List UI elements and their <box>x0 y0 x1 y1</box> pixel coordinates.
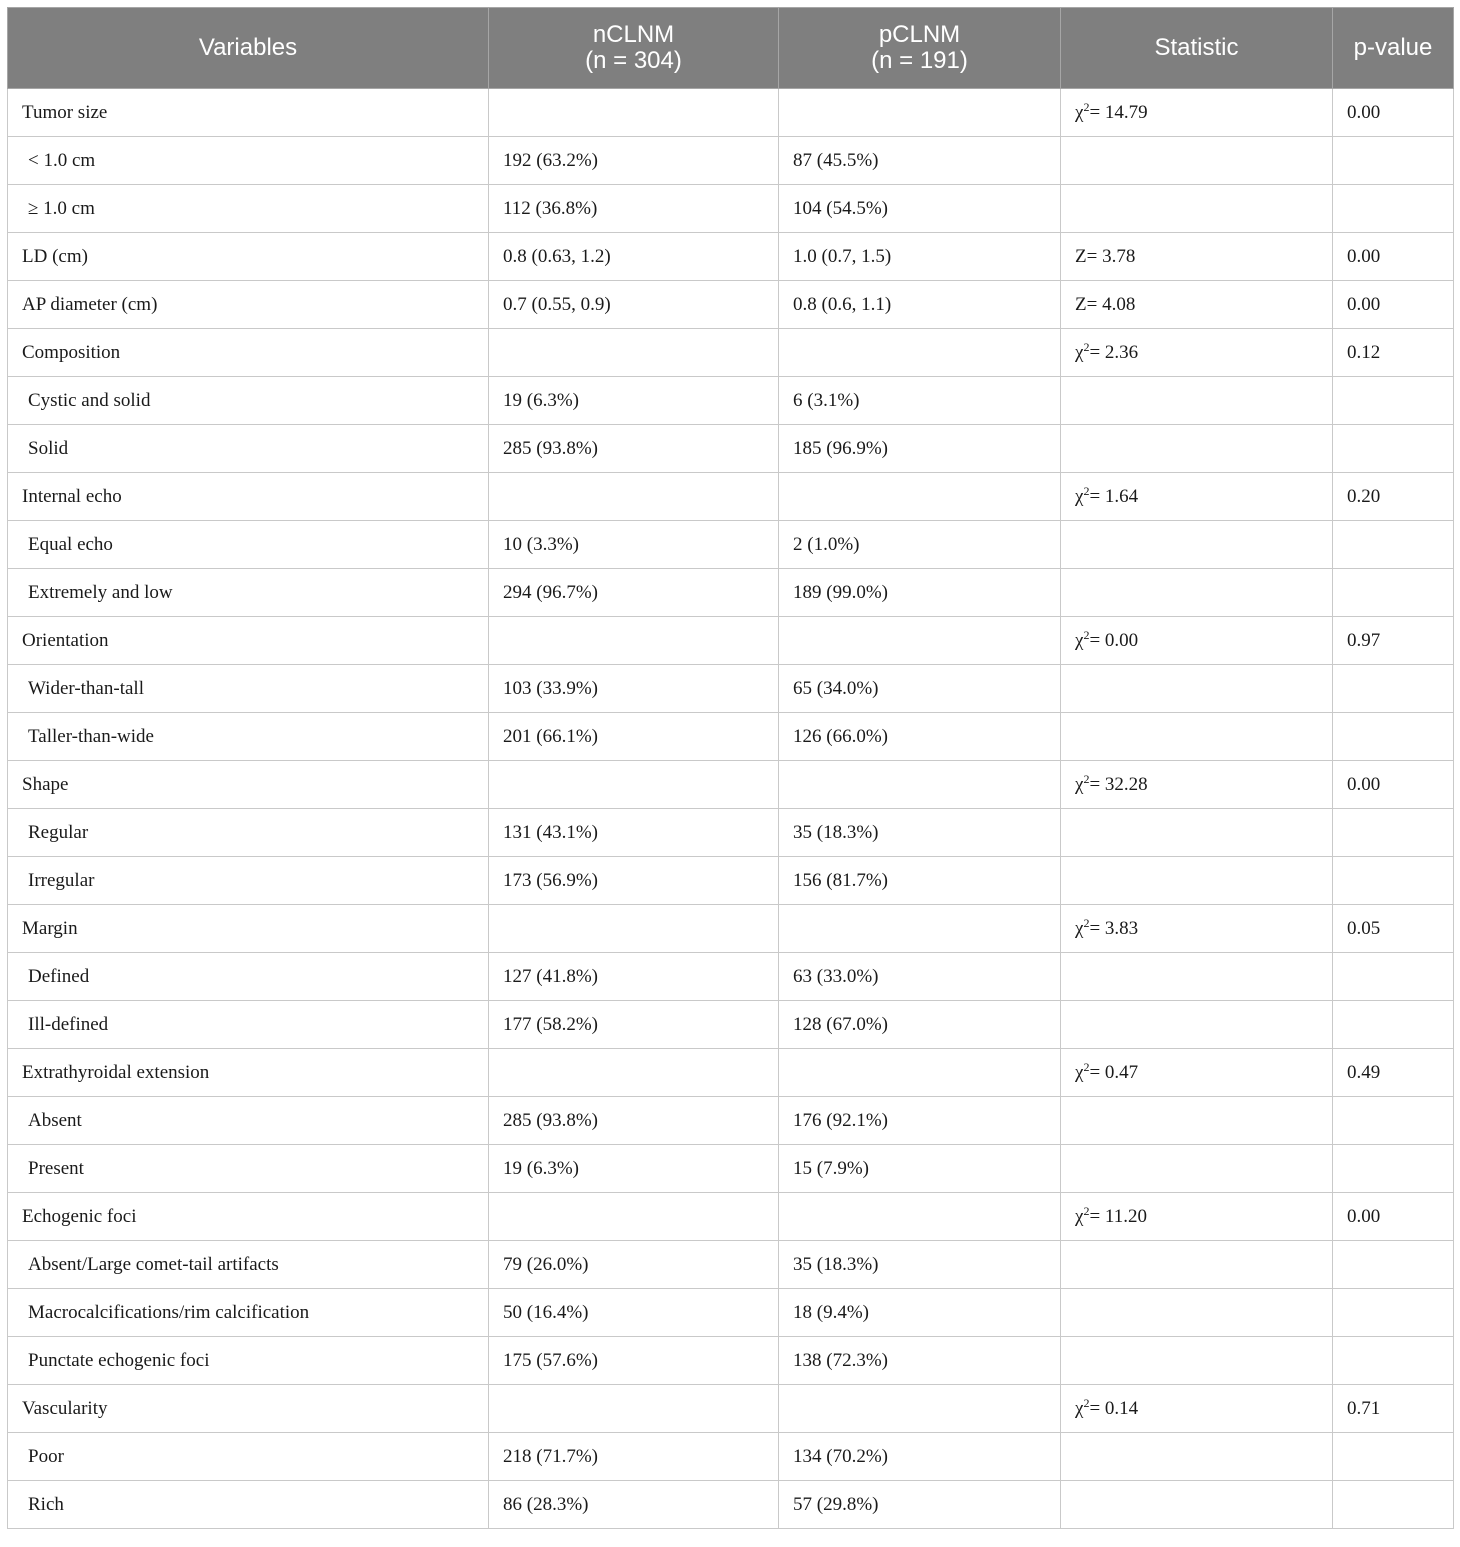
header-pvalue-label: p-value <box>1353 34 1433 61</box>
header-pvalue <box>1333 8 1454 89</box>
pclnm-cell: 138 (72.3%) <box>779 1337 1061 1385</box>
pvalue-cell <box>1333 857 1454 905</box>
pvalue-cell <box>1333 425 1454 473</box>
pclnm-cell: 15 (7.9%) <box>779 1145 1061 1193</box>
pvalue-cell <box>1333 1433 1454 1481</box>
variable-cell: Composition <box>8 329 489 377</box>
statistic-cell: $\chi^2= 3.83$ <box>1061 905 1333 953</box>
statistic-cell: $\chi^2= 32.28$ <box>1061 761 1333 809</box>
pclnm-cell: 156 (81.7%) <box>779 857 1061 905</box>
statistic-cell: $\chi^2= 0.14$ <box>1061 1385 1333 1433</box>
pvalue-cell <box>1333 1001 1454 1049</box>
pclnm-cell <box>779 1193 1061 1241</box>
table-row <box>8 473 1454 521</box>
pclnm-cell <box>779 617 1061 665</box>
statistic-cell: $\chi^2= 1.64$ <box>1061 473 1333 521</box>
table-body <box>8 89 1454 1529</box>
variable-cell: Regular <box>8 809 489 857</box>
nclnm-cell <box>489 905 779 953</box>
table-row <box>8 905 1454 953</box>
variable-cell: Absent/Large comet-tail artifacts <box>8 1241 489 1289</box>
pclnm-cell: 0.8 (0.6, 1.1) <box>779 281 1061 329</box>
table-row <box>8 1145 1454 1193</box>
nclnm-cell: 112 (36.8%) <box>489 185 779 233</box>
variable-cell: Absent <box>8 1097 489 1145</box>
nclnm-cell: 10 (3.3%) <box>489 521 779 569</box>
statistic-cell <box>1061 569 1333 617</box>
statistic-cell <box>1061 1145 1333 1193</box>
statistic-cell <box>1061 1289 1333 1337</box>
variable-cell: Vascularity <box>8 1385 489 1433</box>
pclnm-cell: 104 (54.5%) <box>779 185 1061 233</box>
statistic-cell <box>1061 425 1333 473</box>
nclnm-cell: 50 (16.4%) <box>489 1289 779 1337</box>
nclnm-cell <box>489 473 779 521</box>
table-row <box>8 281 1454 329</box>
variable-cell: Poor <box>8 1433 489 1481</box>
table-row <box>8 1097 1454 1145</box>
nclnm-cell: 19 (6.3%) <box>489 1145 779 1193</box>
nclnm-cell <box>489 89 779 137</box>
statistic-cell: Z= 3.78 <box>1061 233 1333 281</box>
statistic-cell: $\chi^2= 14.79$ <box>1061 89 1333 137</box>
header-nclnm <box>489 8 779 89</box>
nclnm-cell: 201 (66.1%) <box>489 713 779 761</box>
table-row <box>8 857 1454 905</box>
pclnm-cell <box>779 329 1061 377</box>
nclnm-cell: 285 (93.8%) <box>489 1097 779 1145</box>
statistic-cell: $\chi^2= 11.20$ <box>1061 1193 1333 1241</box>
pclnm-cell: 6 (3.1%) <box>779 377 1061 425</box>
statistic-cell <box>1061 1433 1333 1481</box>
variable-cell: Shape <box>8 761 489 809</box>
nclnm-cell <box>489 1049 779 1097</box>
variable-cell: Present <box>8 1145 489 1193</box>
pvalue-cell: 0.00 <box>1333 89 1454 137</box>
table-row <box>8 1481 1454 1529</box>
table-row <box>8 1289 1454 1337</box>
pvalue-cell: 0.49 <box>1333 1049 1454 1097</box>
statistic-cell: $\chi^2= 2.36$ <box>1061 329 1333 377</box>
variable-cell: Internal echo <box>8 473 489 521</box>
pclnm-cell: 189 (99.0%) <box>779 569 1061 617</box>
header-statistic-label: Statistic <box>1154 34 1239 61</box>
pclnm-cell: 185 (96.9%) <box>779 425 1061 473</box>
nclnm-cell: 0.8 (0.63, 1.2) <box>489 233 779 281</box>
pclnm-cell: 1.0 (0.7, 1.5) <box>779 233 1061 281</box>
table-row <box>8 1001 1454 1049</box>
nclnm-cell: 294 (96.7%) <box>489 569 779 617</box>
pclnm-cell: 35 (18.3%) <box>779 1241 1061 1289</box>
table-row <box>8 761 1454 809</box>
table-row <box>8 809 1454 857</box>
pclnm-cell: 2 (1.0%) <box>779 521 1061 569</box>
table-header <box>8 8 1454 89</box>
statistics-table <box>7 7 1454 1529</box>
pclnm-cell: 63 (33.0%) <box>779 953 1061 1001</box>
header-statistic <box>1061 8 1333 89</box>
pvalue-cell: 0.00 <box>1333 761 1454 809</box>
pvalue-cell: 0.00 <box>1333 281 1454 329</box>
nclnm-cell <box>489 1385 779 1433</box>
pvalue-cell: 0.05 <box>1333 905 1454 953</box>
pclnm-cell: 134 (70.2%) <box>779 1433 1061 1481</box>
pclnm-cell: 35 (18.3%) <box>779 809 1061 857</box>
variable-cell: Orientation <box>8 617 489 665</box>
pclnm-cell: 87 (45.5%) <box>779 137 1061 185</box>
statistic-cell <box>1061 1337 1333 1385</box>
statistic-cell: $\chi^2= 0.00$ <box>1061 617 1333 665</box>
pvalue-cell <box>1333 953 1454 1001</box>
variable-cell: ≥ 1.0 cm <box>8 185 489 233</box>
pvalue-cell: 0.00 <box>1333 233 1454 281</box>
variable-cell: Taller-than-wide <box>8 713 489 761</box>
table-row <box>8 329 1454 377</box>
table-row <box>8 1433 1454 1481</box>
header-nclnm-count: (n = 304) <box>585 47 682 74</box>
variable-cell: Equal echo <box>8 521 489 569</box>
statistic-cell <box>1061 953 1333 1001</box>
statistic-cell <box>1061 665 1333 713</box>
statistic-cell <box>1061 1097 1333 1145</box>
variable-cell: Ill-defined <box>8 1001 489 1049</box>
table-row <box>8 617 1454 665</box>
pvalue-cell <box>1333 185 1454 233</box>
pvalue-cell: 0.71 <box>1333 1385 1454 1433</box>
table-row <box>8 377 1454 425</box>
table-row <box>8 1337 1454 1385</box>
variable-cell: Echogenic foci <box>8 1193 489 1241</box>
nclnm-cell: 79 (26.0%) <box>489 1241 779 1289</box>
pvalue-cell <box>1333 809 1454 857</box>
table-row <box>8 1385 1454 1433</box>
variable-cell: Wider-than-tall <box>8 665 489 713</box>
table-row <box>8 233 1454 281</box>
nclnm-cell: 218 (71.7%) <box>489 1433 779 1481</box>
nclnm-cell: 19 (6.3%) <box>489 377 779 425</box>
variable-cell: Macrocalcifications/rim calcification <box>8 1289 489 1337</box>
pclnm-cell <box>779 761 1061 809</box>
pvalue-cell <box>1333 1241 1454 1289</box>
table-row <box>8 185 1454 233</box>
statistic-cell: $\chi^2= 0.47$ <box>1061 1049 1333 1097</box>
pclnm-cell <box>779 905 1061 953</box>
table-row <box>8 1049 1454 1097</box>
statistic-cell: Z= 4.08 <box>1061 281 1333 329</box>
variable-cell: Extrathyroidal extension <box>8 1049 489 1097</box>
nclnm-cell: 173 (56.9%) <box>489 857 779 905</box>
nclnm-cell <box>489 329 779 377</box>
statistic-cell <box>1061 137 1333 185</box>
pclnm-cell: 126 (66.0%) <box>779 713 1061 761</box>
pclnm-cell: 57 (29.8%) <box>779 1481 1061 1529</box>
variable-cell: Cystic and solid <box>8 377 489 425</box>
nclnm-cell: 0.7 (0.55, 0.9) <box>489 281 779 329</box>
table-row <box>8 1193 1454 1241</box>
statistic-cell <box>1061 185 1333 233</box>
table-row <box>8 569 1454 617</box>
pvalue-cell <box>1333 1289 1454 1337</box>
pclnm-cell: 18 (9.4%) <box>779 1289 1061 1337</box>
variable-cell: Defined <box>8 953 489 1001</box>
table-row <box>8 89 1454 137</box>
nclnm-cell: 192 (63.2%) <box>489 137 779 185</box>
variable-cell: < 1.0 cm <box>8 137 489 185</box>
variable-cell: Solid <box>8 425 489 473</box>
variable-cell: Punctate echogenic foci <box>8 1337 489 1385</box>
header-pclnm-label: pCLNM <box>878 21 961 48</box>
header-nclnm-label: nCLNM <box>592 21 675 48</box>
header-variables-label: Variables <box>198 34 298 61</box>
nclnm-cell: 103 (33.9%) <box>489 665 779 713</box>
pclnm-cell: 128 (67.0%) <box>779 1001 1061 1049</box>
pvalue-cell <box>1333 137 1454 185</box>
pclnm-cell <box>779 1049 1061 1097</box>
nclnm-cell <box>489 617 779 665</box>
variable-cell: Margin <box>8 905 489 953</box>
variable-cell: Extremely and low <box>8 569 489 617</box>
table-row <box>8 953 1454 1001</box>
statistic-cell <box>1061 809 1333 857</box>
nclnm-cell: 175 (57.6%) <box>489 1337 779 1385</box>
pvalue-cell <box>1333 1481 1454 1529</box>
table-row <box>8 521 1454 569</box>
statistic-cell <box>1061 857 1333 905</box>
pvalue-cell <box>1333 665 1454 713</box>
pvalue-cell: 0.20 <box>1333 473 1454 521</box>
pvalue-cell: 0.97 <box>1333 617 1454 665</box>
nclnm-cell <box>489 1193 779 1241</box>
header-variables <box>8 8 489 89</box>
nclnm-cell: 131 (43.1%) <box>489 809 779 857</box>
pvalue-cell <box>1333 1097 1454 1145</box>
nclnm-cell: 285 (93.8%) <box>489 425 779 473</box>
statistic-cell <box>1061 377 1333 425</box>
nclnm-cell: 86 (28.3%) <box>489 1481 779 1529</box>
pvalue-cell <box>1333 1337 1454 1385</box>
pvalue-cell: 0.12 <box>1333 329 1454 377</box>
pvalue-cell <box>1333 1145 1454 1193</box>
pvalue-cell <box>1333 569 1454 617</box>
pvalue-cell <box>1333 377 1454 425</box>
variable-cell: AP diameter (cm) <box>8 281 489 329</box>
pclnm-cell <box>779 473 1061 521</box>
statistic-cell <box>1061 1481 1333 1529</box>
pvalue-cell <box>1333 521 1454 569</box>
variable-cell: Rich <box>8 1481 489 1529</box>
pclnm-cell: 176 (92.1%) <box>779 1097 1061 1145</box>
pclnm-cell <box>779 1385 1061 1433</box>
pvalue-cell <box>1333 713 1454 761</box>
pvalue-cell: 0.00 <box>1333 1193 1454 1241</box>
statistic-cell <box>1061 1241 1333 1289</box>
table-row <box>8 1241 1454 1289</box>
header-row <box>8 8 1454 89</box>
header-pclnm <box>779 8 1061 89</box>
table-row <box>8 665 1454 713</box>
variable-cell: Irregular <box>8 857 489 905</box>
table-row <box>8 713 1454 761</box>
nclnm-cell: 177 (58.2%) <box>489 1001 779 1049</box>
statistic-cell <box>1061 521 1333 569</box>
table-row <box>8 137 1454 185</box>
nclnm-cell: 127 (41.8%) <box>489 953 779 1001</box>
header-pclnm-count: (n = 191) <box>871 47 968 74</box>
statistic-cell <box>1061 1001 1333 1049</box>
table-row <box>8 425 1454 473</box>
pclnm-cell <box>779 89 1061 137</box>
variable-cell: Tumor size <box>8 89 489 137</box>
statistic-cell <box>1061 713 1333 761</box>
pclnm-cell: 65 (34.0%) <box>779 665 1061 713</box>
nclnm-cell <box>489 761 779 809</box>
variable-cell: LD (cm) <box>8 233 489 281</box>
